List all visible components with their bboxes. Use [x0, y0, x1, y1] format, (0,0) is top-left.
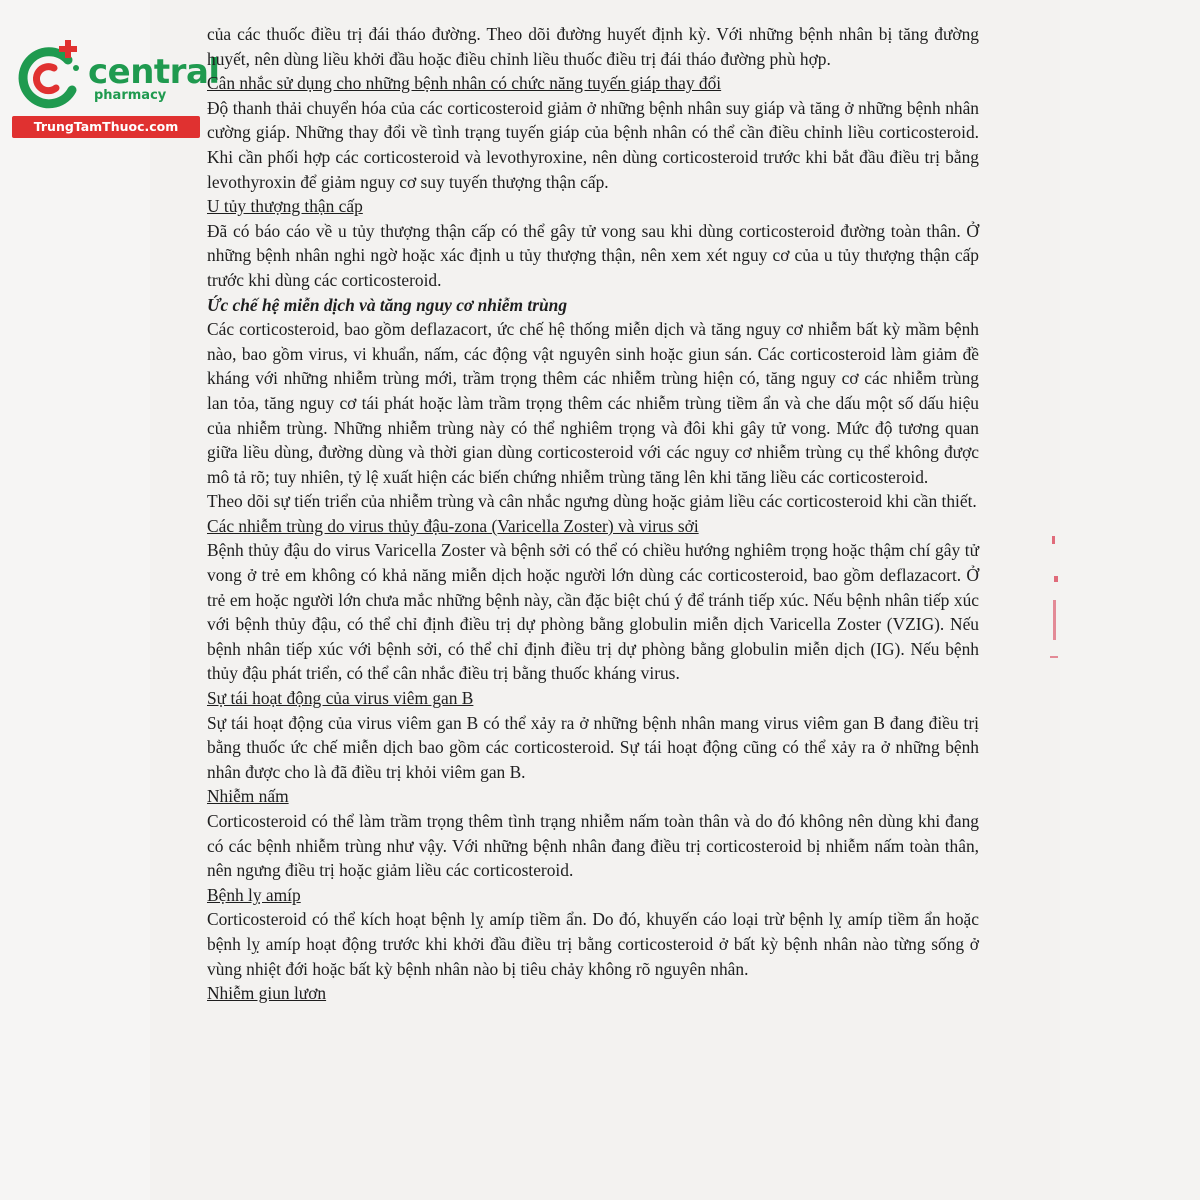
body-paragraph: Đã có báo cáo về u tủy thượng thận cấp có thể gây tử vong sau khi dùng corticosteroid đường toàn thân. Ở những bệnh nhân nghi ngờ hoặc xác định u tủy thượng thận, nên xem xét nguy cơ của u tủy thượng thận cấp trước khi dùng các corticosteroid. — [207, 220, 979, 290]
section-heading: Các nhiễm trùng do virus thủy đậu-zona (Varicella Zoster) và virus sởi — [207, 515, 699, 536]
body-paragraph: Corticosteroid có thể làm trầm trọng thêm tình trạng nhiễm nấm toàn thân và do đó không nên dùng khi đang có các bệnh nhiễm trùng như vậy. Với những bệnh nhân đang điều trị corticosteroid bị nhiễm nấm toàn thân, nên ngưng điều trị hoặc giảm liều các corticosteroid. — [207, 811, 979, 881]
section-heading: Nhiễm nấm — [207, 786, 289, 807]
document-body — [207, 22, 979, 1006]
section-heading: Cân nhắc sử dụng cho những bệnh nhân có chức năng tuyến giáp thay đổi — [207, 73, 722, 94]
stamp-edge-marks — [1040, 530, 1070, 670]
section-heading: Bệnh lỵ amíp — [207, 884, 301, 905]
brand-website-link[interactable]: TrungTamThuoc.com — [12, 116, 200, 138]
body-paragraph: của các thuốc điều trị đái tháo đường. Theo dõi đường huyết định kỳ. Với những bệnh nhân bị tăng đường huyết, nên dùng liều khởi đầu hoặc điều chỉnh liều thuốc điều trị đái tháo đường phù hợp. — [207, 24, 979, 69]
body-paragraph: Sự tái hoạt động của virus viêm gan B có thể xảy ra ở những bệnh nhân mang virus viêm gan B đang điều trị bằng thuốc ức chế miễn dịch bao gồm các corticosteroid. Sự tái hoạt động cũng có thể xảy ra ở những bệnh nhân được cho là đã điều trị khỏi viêm gan B. — [207, 712, 979, 782]
section-heading-bold: Ức chế hệ miễn dịch và tăng nguy cơ nhiễm trùng — [207, 294, 568, 315]
body-paragraph: Theo dõi sự tiến triển của nhiễm trùng và cân nhắc ngưng dùng hoặc giảm liều các corticosteroid khi cần thiết. — [207, 491, 977, 512]
section-heading: Nhiễm giun lươn — [207, 983, 327, 1004]
body-paragraph: Bệnh thủy đậu do virus Varicella Zoster và bệnh sởi có thể có chiều hướng nghiêm trọng hoặc thậm chí gây tử vong ở trẻ em không có khả năng miễn dịch hoặc người lớn dùng các corticosteroid, bao gồm deflazacort. Ở trẻ em hoặc người lớn chưa mắc những bệnh này, cần đặc biệt chú ý để tránh tiếp xúc. Nếu bệnh nhân tiếp xúc với bệnh thủy đậu, có thể chỉ định điều trị dự phòng bằng globulin miễn dịch Varicella Zoster (VZIG). Nếu bệnh nhân tiếp xúc với bệnh sởi, có thể chỉ định điều trị dự phòng bằng globulin miễn dịch (IG). Nếu bệnh thủy đậu phát triển, có thể cân nhắc điều trị bằng thuốc kháng virus. — [207, 540, 979, 684]
section-heading: Sự tái hoạt động của virus viêm gan B — [207, 688, 474, 709]
body-paragraph: Các corticosteroid, bao gồm deflazacort, ức chế hệ thống miễn dịch và tăng nguy cơ nhiễm bất kỳ mầm bệnh nào, bao gồm virus, vi khuẩn, nấm, các động vật nguyên sinh hoặc giun sán. Các corticosteroid làm giảm đề kháng với những nhiễm trùng mới, trầm trọng thêm các nhiễm trùng hiện có, tăng nguy cơ các nhiễm trùng lan tỏa, tăng nguy cơ tái phát hoặc làm trầm trọng thêm các nhiễm trùng tiềm ẩn và che dấu một số dấu hiệu của nhiễm trùng. Những nhiễm trùng này có thể nghiêm trọng và đôi khi gây tử vong. Mức độ tương quan giữa liều dùng, đường dùng và thời gian dùng corticosteroid với các nguy cơ nhiễm trùng cụ thể không được mô tả rõ; tuy nhiên, tỷ lệ xuất hiện các biến chứng nhiễm trùng tăng lên khi tăng liều các corticosteroid. — [207, 319, 979, 487]
body-paragraph: Độ thanh thải chuyển hóa của các corticosteroid giảm ở những bệnh nhân suy giáp và tăng ở những bệnh nhân cường giáp. Những thay đổi về tình trạng tuyến giáp của bệnh nhân có thể cần điều chỉnh liều corticosteroid. Khi cần phối hợp các corticosteroid và levothyroxine, nên dùng corticosteroid trước khi bắt đầu điều trị bằng levothyroxin để giảm nguy cơ suy tuyến thượng thận cấp. — [207, 97, 979, 192]
central-pharmacy-logo[interactable] — [10, 38, 220, 138]
section-heading: U tủy thượng thận cấp — [207, 196, 363, 217]
brand-name: central — [88, 52, 220, 92]
brand-subtitle: pharmacy — [94, 88, 167, 103]
body-paragraph: Corticosteroid có thể kích hoạt bệnh lỵ amíp tiềm ẩn. Do đó, khuyến cáo loại trừ bệnh lỵ amíp tiềm ẩn hoặc bệnh lỵ amíp hoạt động trước khi khởi đầu điều trị bằng corticosteroid ở bất kỳ bệnh nhân nào từng sống ở vùng nhiệt đới hoặc bất kỳ bệnh nhân nào bị tiêu chảy không rõ nguyên nhân. — [207, 909, 979, 979]
logo-mark-icon — [10, 38, 90, 118]
